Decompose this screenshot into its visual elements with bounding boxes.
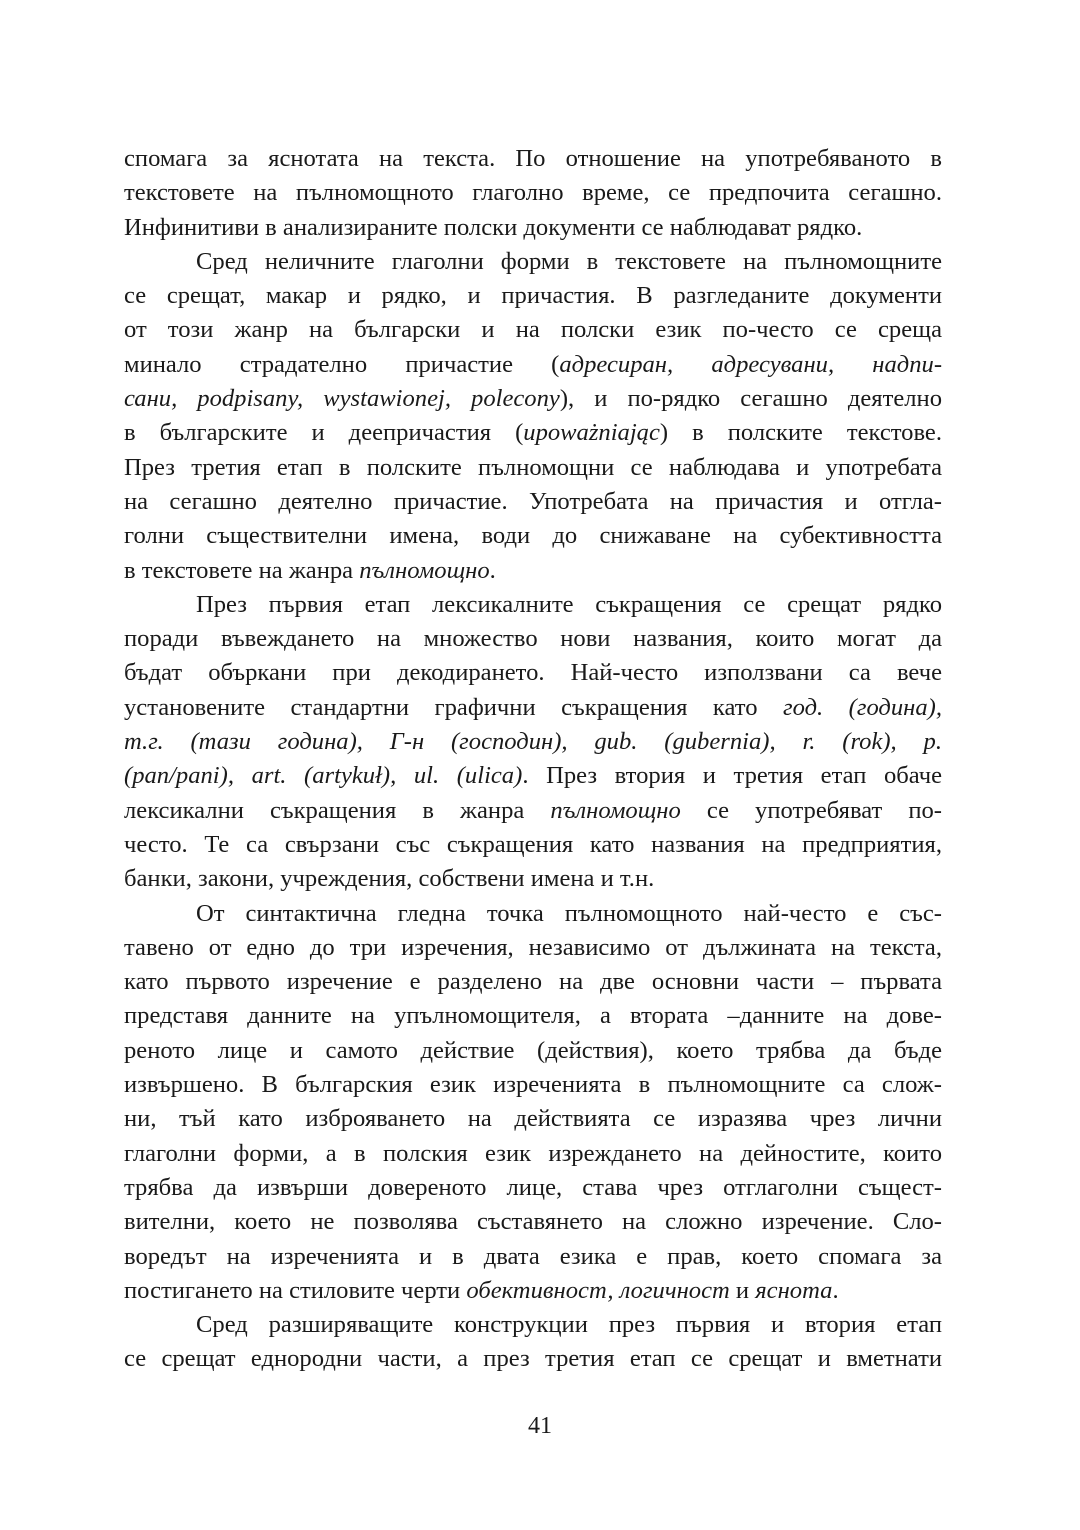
text-segment: тавено от едно до три изречения, независимо от дължината на текста, <box>124 933 942 961</box>
text-line <box>124 965 942 999</box>
text-line <box>124 1102 942 1136</box>
text-segment: . През втория и третия етап обаче <box>522 762 943 790</box>
text-line <box>124 1171 942 1205</box>
text-line <box>124 519 942 553</box>
text-segment: Инфинитиви в анализираните полски документи се наблюдават рядко. <box>124 213 863 241</box>
text-segment: . <box>832 1276 839 1304</box>
text-line <box>124 656 942 690</box>
text-line <box>124 1205 942 1239</box>
text-line <box>124 725 942 759</box>
text-segment: От синтактична гледна точка пълномощното най-често е със- <box>196 899 942 927</box>
text-segment: ), и по-рядко сегашно деятелно <box>559 385 943 413</box>
text-line <box>124 691 942 725</box>
text-segment: текстовете на пълномощното глаголно време, се предпочита сегашно. <box>124 179 942 207</box>
text-segment: голни съществителни имена, води до снижаване на субективността <box>124 522 942 550</box>
text-line <box>124 862 942 896</box>
text-line <box>124 142 942 176</box>
text-segment: представя данните на упълномощителя, а втората –данните на дове- <box>124 1002 942 1030</box>
text-segment: минало страдателно причастие ( <box>124 350 560 378</box>
text-segment: се срещат еднородни части, а през третия етап се срещат и вметнати <box>124 1345 942 1373</box>
text-line <box>124 279 942 313</box>
text-segment: банки, закони, учреждения, собствени имена и т.н. <box>124 865 655 893</box>
italic-term: upoważniając <box>523 419 660 447</box>
text-line <box>124 999 942 1033</box>
body-text <box>124 142 942 1377</box>
text-line <box>124 245 942 279</box>
text-line <box>124 622 942 656</box>
text-line <box>124 176 942 210</box>
italic-term: т.г. (тази година), Г-н (господин), gub. (gubernia), r. (rok), p. <box>124 728 942 756</box>
text-line <box>124 211 942 245</box>
text-segment: поради въвеждането на множество нови названия, които могат да <box>124 625 942 653</box>
text-line <box>124 828 942 862</box>
text-line <box>124 794 942 828</box>
text-segment: ) в полските текстове. <box>659 419 942 447</box>
text-segment: в българските и деепричастия ( <box>124 419 524 447</box>
text-segment: Сред неличните глаголни форми в текстовете на пълномощните <box>196 247 942 275</box>
italic-term: год. (година), <box>783 693 942 721</box>
text-line <box>124 1240 942 1274</box>
text-segment: . <box>489 556 496 584</box>
text-line <box>124 1137 942 1171</box>
text-line <box>124 416 942 450</box>
text-segment: се употребяват по- <box>680 796 942 824</box>
text-segment: и <box>729 1276 756 1304</box>
italic-term: (pan/pani), art. (artykuł), ul. (ulica) <box>124 762 523 790</box>
text-segment: се срещат, макар и рядко, и причастия. В разгледаните документи <box>124 282 942 310</box>
italic-term: яснота <box>755 1276 833 1304</box>
text-segment: на сегашно деятелно причастие. Употребата на причастия и отгла- <box>124 487 942 515</box>
text-segment: често. Те са свързани със съкращения като названия на предприятия, <box>124 830 942 858</box>
text-segment: спомага за яснотата на текста. По отношение на употребяваното в <box>124 145 942 172</box>
italic-term: пълномощно <box>550 796 681 824</box>
text-segment: лексикални съкращения в жанра <box>124 796 551 824</box>
text-segment: постигането на стиловите черти <box>124 1276 467 1304</box>
text-segment: трябва да извърши довереното лице, става чрез отглаголни същест- <box>124 1173 942 1201</box>
text-segment: извършено. В българския език изреченията в пълномощните са слож- <box>124 1071 942 1099</box>
text-segment: глаголни форми, а в полския език изреждането на дейностите, които <box>124 1139 942 1167</box>
text-segment: воредът на изреченията и в двата езика е прав, което спомага за <box>124 1242 942 1270</box>
italic-term: сани, podpisany, wystawionej, polecony <box>124 385 560 413</box>
text-segment: в текстовете на жанра <box>124 556 360 584</box>
text-line <box>124 588 942 622</box>
text-segment: от този жанр на български и на полски език по-често се среща <box>124 316 942 344</box>
italic-term: пълномощно <box>359 556 490 584</box>
text-segment: ни, тъй като изброяването на действията се изразява чрез лични <box>124 1105 942 1133</box>
text-line <box>124 1342 942 1376</box>
text-segment: Сред разширяващите конструкции през първия и втория етап <box>196 1311 942 1339</box>
text-line <box>124 382 942 416</box>
text-segment: бъдат объркани при декодирането. Най-често използвани са вече <box>124 659 942 687</box>
italic-term: обективност, логичност <box>466 1276 730 1304</box>
text-line <box>124 1068 942 1102</box>
text-line <box>124 1034 942 1068</box>
text-line <box>124 759 942 793</box>
text-line <box>124 897 942 931</box>
text-line <box>124 931 942 965</box>
text-segment: вителни, което не позволява съставянето на сложно изречение. Сло- <box>124 1208 942 1236</box>
text-segment: като първото изречение е разделено на две основни части – първата <box>124 968 942 996</box>
text-segment: През първия етап лексикалните съкращения се срещат рядко <box>196 590 942 618</box>
text-segment: През третия етап в полските пълномощни се наблюдава и употребата <box>124 453 942 481</box>
text-line <box>124 554 942 588</box>
text-line <box>124 451 942 485</box>
text-segment: реното лице и самото действие (действия), което трябва да бъде <box>124 1036 942 1064</box>
text-line <box>124 1274 942 1308</box>
italic-term: адресиран, адресувани, надпи- <box>559 350 943 378</box>
text-line <box>124 1308 942 1342</box>
text-line <box>124 313 942 347</box>
text-line <box>124 485 942 519</box>
page-number: 41 <box>528 1413 552 1439</box>
text-segment: установените стандартни графични съкращения като <box>124 693 783 721</box>
text-line <box>124 348 942 382</box>
